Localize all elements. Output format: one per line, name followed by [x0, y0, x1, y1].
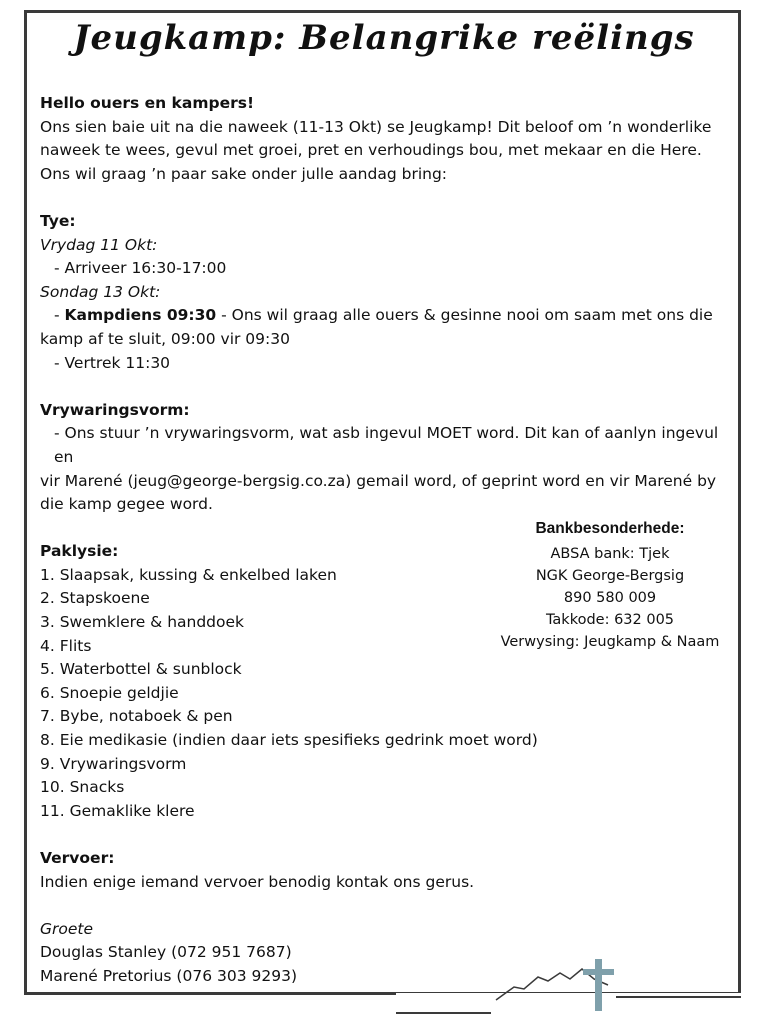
bank-line: Takkode: 632 005	[545, 612, 675, 628]
packlist-item: 2. Stapskoene	[40, 589, 150, 608]
service-dash: -	[54, 306, 65, 325]
packlist-item: 10. Snacks	[40, 778, 125, 797]
packlist-item: 5. Waterbottel & sunblock	[40, 660, 242, 679]
service-text: - Ons wil graag alle ouers & gesinne nooi om saam met ons die	[216, 306, 713, 325]
intro-line: Ons sien baie uit na die naweek (11-13 Okt) se Jeugkamp! Dit beloof om ’n wonderlike	[40, 117, 712, 136]
service-continuation: kamp af te sluit, 09:00 vir 09:30	[40, 329, 290, 348]
spacer	[40, 894, 740, 918]
spacer	[40, 375, 740, 399]
packlist-heading: Paklysie:	[40, 542, 119, 561]
signoff-greeting: Groete	[40, 919, 94, 938]
transport-heading: Vervoer:	[40, 849, 115, 867]
service-title: Kampdiens 09:30	[64, 306, 217, 325]
bank-line: Verwysing: Jeugkamp & Naam	[500, 634, 720, 650]
bank-line: 890 580 009	[563, 590, 657, 606]
spacer	[40, 823, 740, 847]
friday-arrival: - Arriveer 16:30-17:00	[54, 259, 227, 278]
packlist-item: 3. Swemklere & handdoek	[40, 613, 245, 632]
page-title: Jeugkamp: Belangrike reëlings	[73, 18, 695, 58]
times-heading: Tye:	[40, 211, 76, 230]
transport-text: Indien enige iemand vervoer benodig kontak ons gerus.	[40, 872, 475, 891]
packlist-item: 1. Slaapsak, kussing & enkelbed laken	[40, 565, 337, 584]
friday-label: Vrydag 11 Okt:	[40, 235, 158, 254]
packlist-item: 9. Vrywaringsvorm	[40, 754, 187, 773]
packlist-item: 4. Flits	[40, 636, 92, 655]
contact-line: Marené Pretorius (076 303 9293)	[40, 966, 297, 985]
waiver-heading: Vrywaringsvorm:	[40, 400, 190, 419]
packlist-item: 6. Snoepie geldjie	[40, 683, 179, 702]
packlist-item: 8. Eie medikasie (indien daar iets spesifieks gedrink moet word)	[40, 731, 538, 750]
contact-line: Douglas Stanley (072 951 7687)	[40, 943, 292, 962]
bank-heading: Bankbesonderhede:	[535, 520, 685, 537]
bank-line: NGK George-Bergsig	[535, 568, 685, 584]
service-line	[40, 304, 740, 328]
bank-details	[494, 518, 726, 653]
intro-line: naweek te wees, gevul met groei, pret en verhoudings bou, met mekaar en die Here.	[40, 141, 702, 160]
intro-line: Ons wil graag ’n paar sake onder julle aandag bring:	[40, 164, 448, 183]
waiver-line: - Ons stuur ’n vrywaringsvorm, wat asb ingevul MOET word. Dit kan of aanlyn ingevul en	[54, 424, 719, 466]
sunday-label: Sondag 13 Okt:	[40, 282, 161, 301]
greeting: Hello ouers en kampers!	[40, 94, 255, 112]
waiver-line: vir Marené (jeug@george-bergsig.co.za) gemail word, of geprint word en vir Marené by	[40, 471, 717, 490]
packlist-item: 7. Bybe, notaboek & pen	[40, 707, 233, 726]
spacer	[40, 186, 740, 210]
waiver-line: die kamp gegee word.	[40, 495, 213, 514]
mountain-cross-icon	[396, 955, 741, 1015]
departure-line: - Vertrek 11:30	[54, 353, 171, 372]
bank-line: ABSA bank: Tjek	[550, 546, 670, 562]
packlist-item: 11. Gemaklike klere	[40, 801, 195, 820]
